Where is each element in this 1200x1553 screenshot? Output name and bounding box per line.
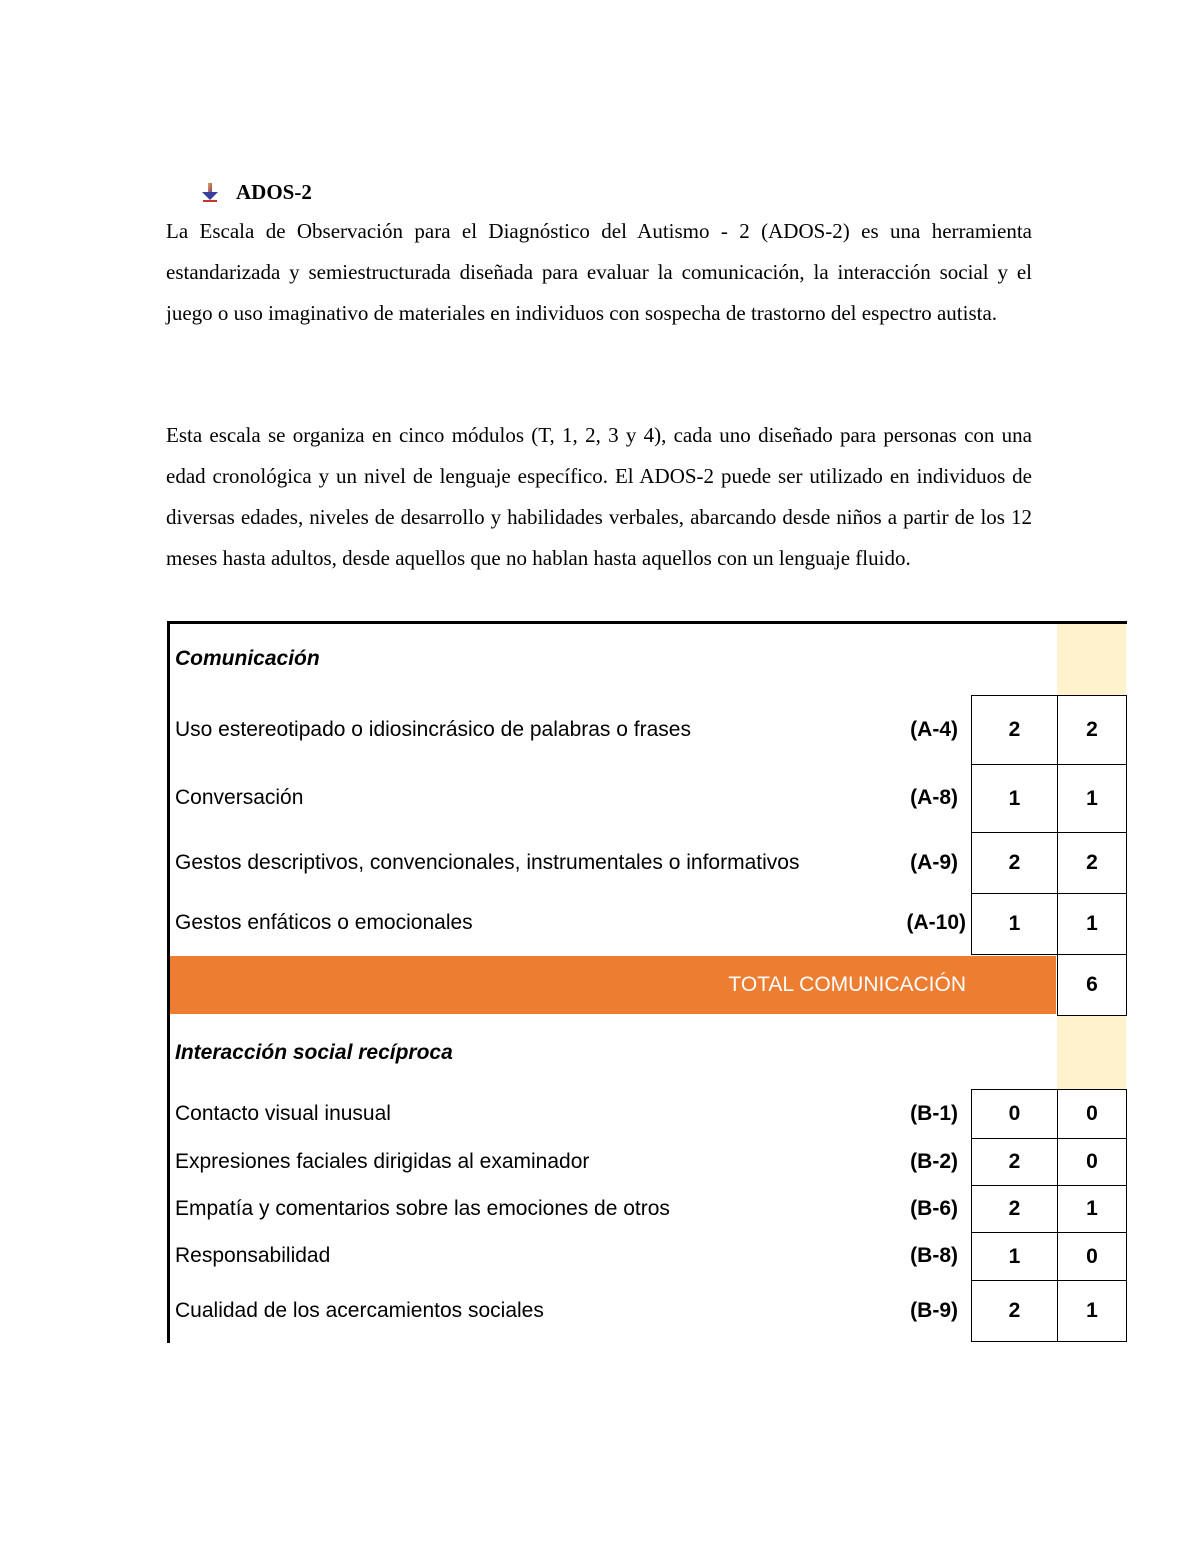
score-cell: 2: [971, 1185, 1058, 1233]
score-cell: 1: [971, 893, 1058, 955]
table-row-code: (A-4): [910, 718, 958, 741]
table-row-label: Cualidad de los acercamientos sociales: [175, 1299, 544, 1322]
table-row-label: Contacto visual inusual: [175, 1102, 391, 1125]
arrow-down-bullet-icon: [200, 181, 220, 203]
score-cell: 1: [971, 1232, 1058, 1281]
total-comunicacion-label: TOTAL COMUNICACIÓN: [728, 973, 966, 996]
section-title-comunicacion: Comunicación: [175, 647, 320, 670]
table-row-label: Empatía y comentarios sobre las emociones de otros: [175, 1197, 670, 1220]
table-row-code: (A-9): [910, 851, 958, 874]
score-cell: 0: [1057, 1089, 1127, 1139]
paragraph-intro: La Escala de Observación para el Diagnóstico del Autismo - 2 (ADOS-2) es una herramienta estandarizada y semiestructurada diseñada para evaluar la comunicación, la interacción social y el juego o uso imaginativo de materiales en individuos con sospecha de trastorno del espectro autista.: [166, 219, 1032, 325]
table-row-label: Uso estereotipado o idiosincrásico de palabras o frases: [175, 718, 691, 741]
table-top-border: [167, 621, 1127, 624]
score-cell: 0: [971, 1089, 1058, 1139]
table-row-label: Responsabilidad: [175, 1244, 331, 1267]
total-comunicacion-value: 6: [1057, 954, 1127, 1016]
score-cell: 1: [1057, 1185, 1127, 1233]
table-row-code: (B-6): [910, 1197, 958, 1220]
section-heading: [200, 178, 312, 206]
table-row-label: Gestos enfáticos o emocionales: [175, 911, 473, 934]
score-cell: 1: [1057, 893, 1127, 955]
table-row-code: (A-10): [906, 911, 966, 934]
highlight-cell-interaccion: [1057, 1015, 1126, 1090]
score-cell: 2: [971, 1280, 1058, 1342]
table-row-label: Expresiones faciales dirigidas al examinador: [175, 1150, 590, 1173]
score-cell: 1: [971, 764, 1058, 833]
table-row-code: (B-9): [910, 1299, 958, 1322]
table-row-code: (B-1): [910, 1102, 958, 1125]
score-cell: 2: [971, 695, 1058, 765]
table-row-code: (B-8): [910, 1244, 958, 1267]
heading-title: ADOS-2: [236, 179, 312, 204]
table-row-label: Conversación: [175, 786, 304, 809]
table-row-code: (B-2): [910, 1150, 958, 1173]
score-cell: 1: [1057, 764, 1127, 833]
paragraph-modules: Esta escala se organiza en cinco módulos (T, 1, 2, 3 y 4), cada uno diseñado para personas con una edad cronológica y un nivel de lenguaje específico. El ADOS-2 puede ser utilizado en individuos de diversas edades, niveles de desarrollo y habilidades verbales, abarcando desde niños a partir de los 12 meses hasta adultos, desde aquellos que no hablan hasta aquellos con un lenguaje fluido.: [166, 423, 1032, 570]
table-row-code: (A-8): [910, 786, 958, 809]
table-row-label: Gestos descriptivos, convencionales, instrumentales o informativos: [175, 851, 800, 874]
section-title-interaccion: Interacción social recíproca: [175, 1041, 453, 1064]
score-cell: 2: [1057, 695, 1127, 765]
score-cell: 0: [1057, 1138, 1127, 1186]
score-cell: 2: [971, 832, 1058, 894]
score-cell: 0: [1057, 1232, 1127, 1281]
highlight-cell-comunicacion: [1057, 624, 1126, 695]
score-cell: 1: [1057, 1280, 1127, 1342]
score-cell: 2: [971, 1138, 1058, 1186]
score-cell: 2: [1057, 832, 1127, 894]
